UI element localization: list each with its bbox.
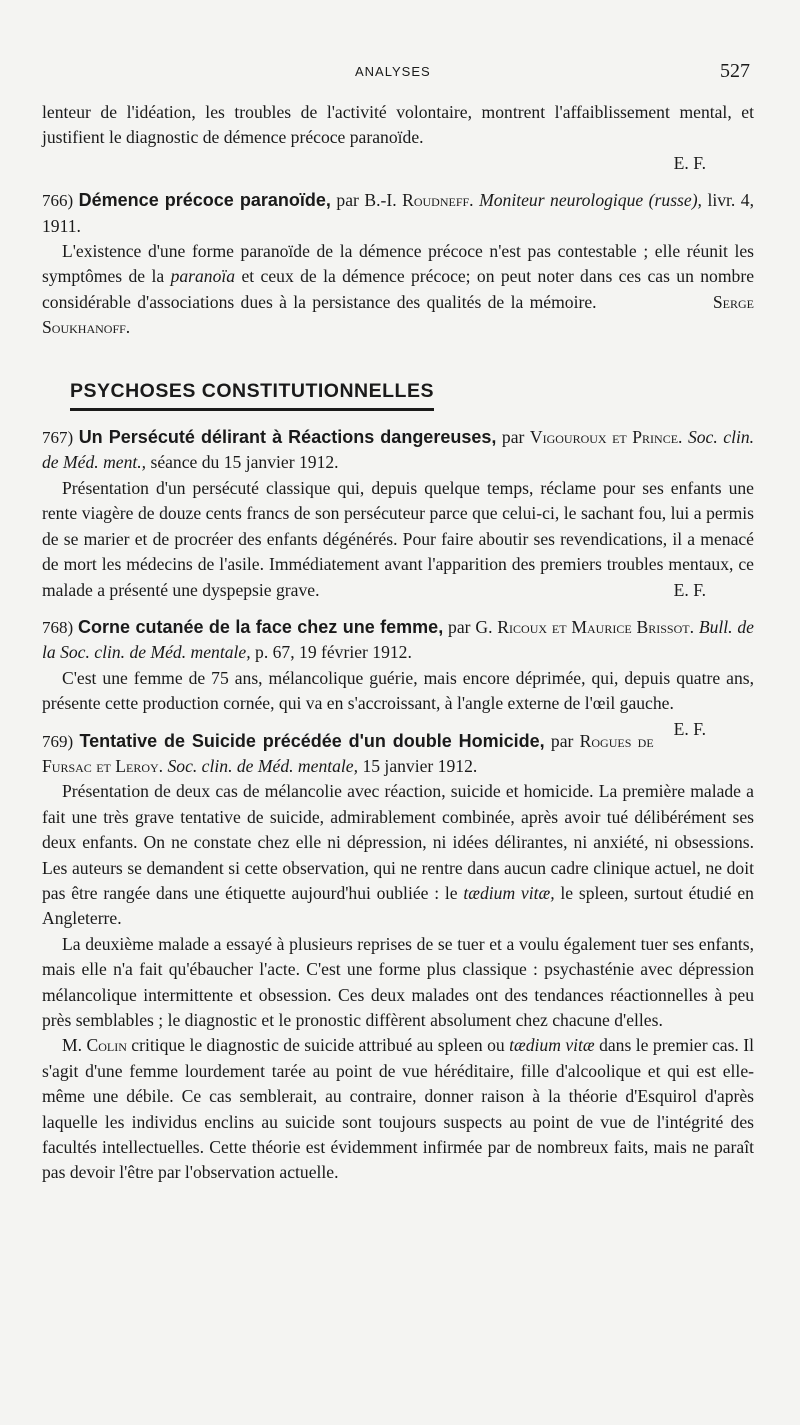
entry-768-body	[42, 666, 754, 739]
entry-767-signature: E. F.	[673, 579, 706, 600]
entry-768-body-text: C'est une femme de 75 ans, mélancolique guérie, mais encore déprimée, qui, depuis quatre ans, présente cette production cornée, qui va en s'accroissant, à l'angle externe de l'œil gauche.	[42, 667, 754, 714]
entry-768-authors: G. Ricoux et Maurice Brissot.	[475, 616, 694, 637]
entry-767-body	[42, 476, 754, 603]
page-number: 527	[720, 60, 750, 82]
entry-769-p3-part1: critique le diagnostic de suicide attribué au spleen ou	[131, 1035, 505, 1056]
entry-769-p3-m: M.	[62, 1035, 83, 1056]
entry-769-p1-part1: Présentation de deux cas de mélancolie avec réaction, suicide et homicide. La première malade a fait une très grave tentative de suicide, admirablement combinée, après avoir tué délibérément ses deux enfants. On ne constate chez elle ni dépression, ni idées délirantes, ni anxiété, ni obsessions. Les auteurs se demandent si cette observation, qui ne rentre dans aucun cadre clinique actuel, ne doit pas être rangée dans une étiquette aujourd'hui oubliée : le	[42, 781, 754, 903]
entry-767-body-text: Présentation d'un persécuté classique qui, depuis quelque temps, réclame pour ses enfants une rente viagère de douze cents francs de son persécuteur parce que celui-ci, le sachant fou, lui a permis de se marier et de procréer des enfants dégénérés. Pour faire aboutir ses revendications, il a menacé de mort les médecins de l'asile. Immédiatement avant l'apparition des premiers troubles mentaux, ce malade a présenté une dyspepsie grave.	[42, 477, 754, 600]
entry-769-paragraph-2: La deuxième malade a essayé à plusieurs reprises de se tuer et a voulu également tuer ses enfants, mais elle n'a fait qu'ébaucher l'acte. C'est une forme plus classique : psychasténie avec dépression mélancolique intermittente et obsession. Ces deux malades ont des tendances réactionnelles à peu près semblables ; le diagnostic et le pronostic diffèrent absolument chez chacune d'elles.	[42, 933, 754, 1030]
entry-768-heading	[42, 615, 754, 666]
entry-769-ref: 15 janvier 1912.	[362, 755, 478, 776]
entry-769-paragraph-1	[42, 779, 754, 931]
entry-767-authors: Vigouroux et Prince.	[529, 427, 683, 448]
entry-766-body-part1: L'existence d'une forme paranoïde de la démence précoce n'est pas contestable ; elle réunit les symptômes de la	[42, 241, 754, 287]
entry-767-heading	[42, 425, 754, 476]
entry-769-p3-italic: tædium vitæ	[509, 1035, 595, 1056]
entry-769-p3-part2: dans le premier cas. Il s'agit d'une femme lourdement tarée au point de vue héréditaire, fille d'alcoolique et qui est elle-même une débile. Ce cas semblerait, au contraire, donner raison à la théorie d'Esquirol d'après laquelle les individus enclins au suicide sont toujours suspects au point de vue de l'intégrité des facultés intellectuelles. Cette théorie est évidemment infirmée par de nombreux faits, mais ne paraît pas devoir l'être par l'observation actuelle.	[42, 1035, 754, 1183]
entry-768-signature: E. F.	[673, 718, 706, 739]
entry-766-author: B.-I. Roudneff.	[364, 190, 474, 211]
entry-767-title: Un Persécuté délirant à Réactions dangereuses,	[78, 427, 497, 448]
entry-769-authors: Rogues de Fursac et Leroy.	[42, 730, 654, 776]
entry-769-p1-italic: tædium vitæ,	[463, 882, 555, 903]
section-title: PSYCHOSES CONSTITUTIONNELLES	[70, 379, 434, 411]
entry-769-number: 769)	[42, 731, 74, 751]
entry-767-ref: séance du 15 janvier 1912.	[150, 452, 339, 473]
entry-767-by: par	[501, 427, 525, 448]
entry-766-by: par	[336, 190, 359, 211]
entry-769-title: Tentative de Suicide précédée d'un double Homicide,	[79, 730, 545, 751]
running-title: ANALYSES	[355, 64, 431, 79]
entry-769-journal: Soc. clin. de Méd. mentale,	[167, 755, 359, 776]
continuation-paragraph: lenteur de l'idéation, les troubles de l'activité volontaire, montrent l'affaiblissement mental, et justifient le diagnostic de démence précoce paranoïde.	[42, 102, 754, 148]
entry-768-by: par	[448, 616, 471, 637]
entry-769-p3-name: Colin	[86, 1035, 127, 1056]
entry-766-signature: Serge Soukhanoff.	[42, 291, 755, 338]
entry-769-paragraph-3	[42, 1033, 754, 1185]
entry-768-ref: p. 67, 19 février 1912.	[255, 642, 412, 663]
entry-769-heading	[42, 729, 754, 780]
entry-766-ref: livr. 4, 1911.	[42, 190, 754, 236]
continuation-signature: E. F.	[673, 152, 706, 173]
entry-768-number: 768)	[42, 617, 74, 637]
entry-768-title: Corne cutanée de la face chez une femme,	[78, 616, 444, 637]
entry-766-body-italic: paranoïa	[170, 266, 236, 287]
running-head	[0, 62, 800, 84]
entry-766-title: Démence précoce paranoïde,	[78, 190, 331, 211]
entry-767-journal: Soc. clin. de Méd. ment.,	[42, 427, 755, 473]
entry-766-number: 766)	[42, 191, 74, 211]
body-text	[42, 100, 754, 1186]
entry-769-p1-part2: le spleen, surtout étudié en Angleterre.	[42, 882, 754, 929]
entry-768	[42, 615, 754, 739]
entry-769	[42, 729, 754, 1186]
entry-766-heading	[42, 188, 754, 239]
entry-769-by: par	[550, 730, 574, 751]
entry-768-journal: Bull. de la Soc. clin. de Méd. mentale,	[42, 616, 754, 663]
entry-767	[42, 425, 754, 603]
entry-766	[42, 188, 754, 340]
entry-766-body	[42, 239, 754, 341]
entry-767-number: 767)	[42, 428, 74, 448]
entry-766-journal: Moniteur neurologique (russe),	[479, 190, 702, 211]
section-wrap	[42, 341, 754, 411]
entry-766-body-part2: et ceux de la démence précoce; on peut noter dans ces cas un nombre considérable d'associations dues à la persistance des qualités de la mémoire.	[42, 266, 754, 312]
